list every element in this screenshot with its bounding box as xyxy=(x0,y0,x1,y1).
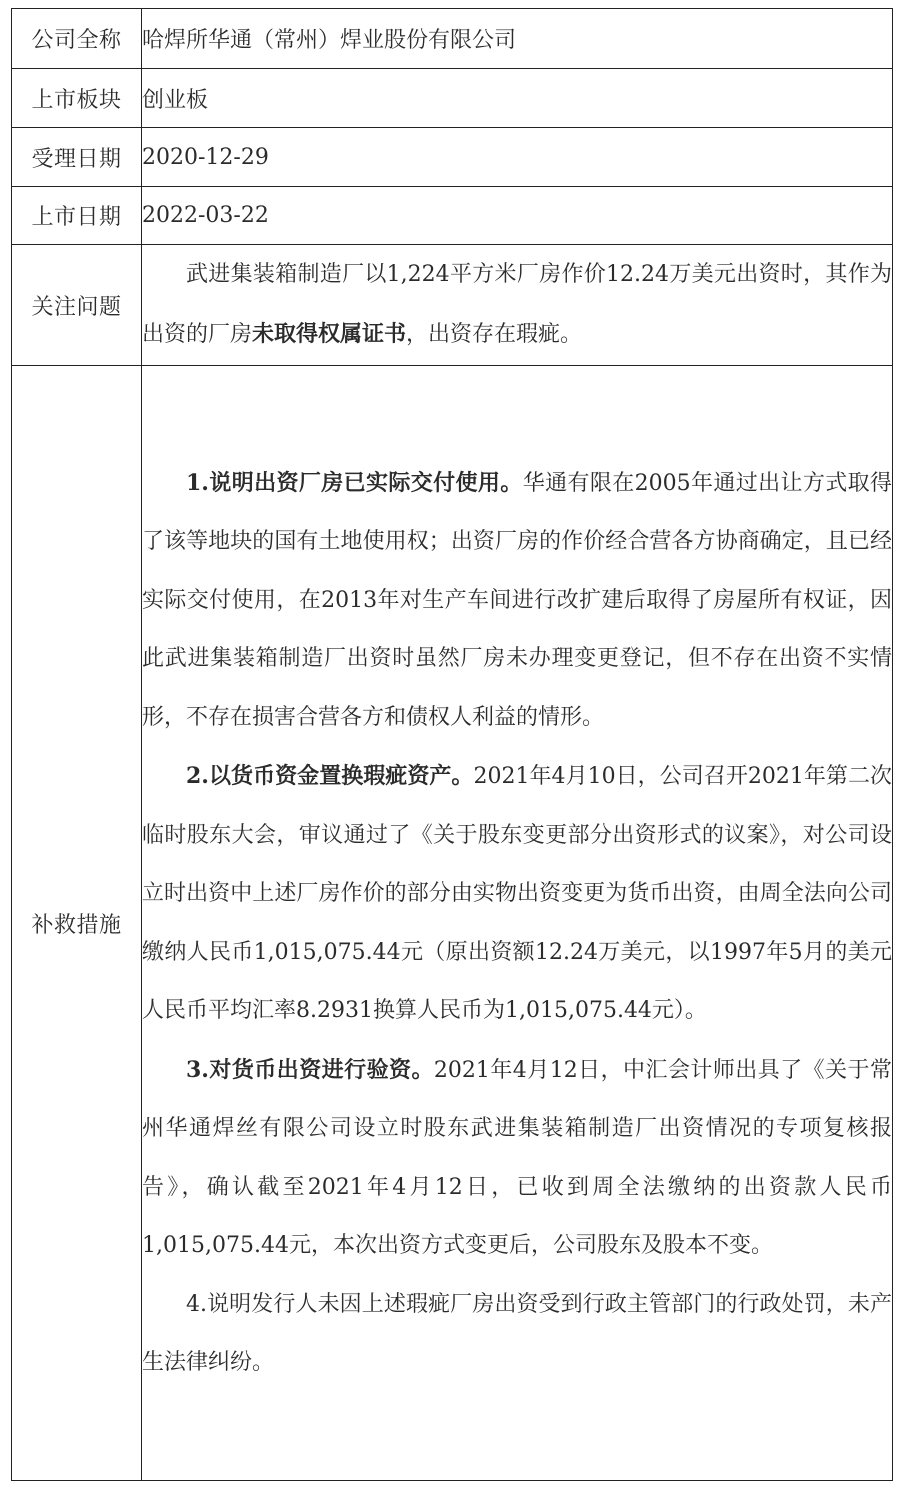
remedy-item-1 xyxy=(142,454,892,748)
row-label-accept-date: 受理日期 xyxy=(12,128,142,187)
concern-text-after: ，出资存在瑕疵。 xyxy=(406,321,583,347)
remedy-item-2-text: 2021年4月10日，公司召开2021年第二次临时股东大会，审议通过了《关于股东变更部分出资形式的议案》，对公司设立时出资中上述厂房作价的部分由实物出资变更为货币出资，由周全法向公司缴纳人民币1,015,075.44元（原出资额12.24万美元，以1997年5月的美元人民币平均汇率8.2931换算人民币为1,015,075.44元）。 xyxy=(142,764,893,1023)
company-name-value: 哈焊所华通（常州）焊业股份有限公司 xyxy=(142,9,893,69)
table-row xyxy=(12,187,893,245)
row-label-board: 上市板块 xyxy=(12,69,142,128)
table-row xyxy=(12,9,893,69)
remedy-item-1-text: 华通有限在2005年通过出让方式取得了该等地块的国有土地使用权；出资厂房的作价经合营各方协商确定，且已经实际交付使用，在2013年对生产车间进行改扩建后取得了房屋所有权证，因此武进集装箱制造厂出资时虽然厂房未办理变更登记，但不存在出资不实情形，不存在损害合营各方和债权人利益的情形。 xyxy=(142,470,893,730)
accept-date-value: 2020-12-29 xyxy=(142,128,893,187)
concern-cell xyxy=(142,245,893,366)
remedy-item-4 xyxy=(142,1276,892,1393)
concern-bold: 未取得权属证书 xyxy=(252,320,407,347)
board-value: 创业板 xyxy=(142,69,893,128)
company-info-table xyxy=(11,8,893,1481)
remedy-item-3-heading: 3.对货币出资进行验资。 xyxy=(186,1056,434,1083)
remedy-cell xyxy=(142,366,893,1481)
row-label-listing-date: 上市日期 xyxy=(12,187,142,245)
row-label-remedy: 补救措施 xyxy=(12,366,142,1481)
listing-date-value: 2022-03-22 xyxy=(142,187,893,245)
row-label-company-name: 公司全称 xyxy=(12,9,142,69)
remedy-item-3 xyxy=(142,1041,892,1276)
remedy-item-1-heading: 1.说明出资厂房已实际交付使用。 xyxy=(186,469,523,496)
table-row xyxy=(12,128,893,187)
table-row xyxy=(12,69,893,128)
table-row xyxy=(12,245,893,366)
remedy-item-2-heading: 2.以货币资金置换瑕疵资产。 xyxy=(186,763,474,789)
table-row xyxy=(12,366,893,1481)
remedy-item-3-text: 2021年4月12日，中汇会计师出具了《关于常州华通焊丝有限公司设立时股东武进集装箱制造厂出资情况的专项复核报告》，确认截至2021年4月12日，已收到周全法缴纳的出资款人民币1,015,075.44元，本次出资方式变更后，公司股东及股本不变。 xyxy=(142,1057,893,1258)
concern-text-before: 武进集装箱制造厂以1,224平方米厂房作价12.24万美元出资时，其作为出资的厂房 xyxy=(142,262,892,347)
concern-paragraph xyxy=(142,246,892,364)
row-label-concern: 关注问题 xyxy=(12,245,142,366)
remedy-item-2 xyxy=(142,747,892,1041)
remedy-item-4-text: 4.说明发行人未因上述瑕疵厂房出资受到行政主管部门的行政处罚，未产生法律纠纷。 xyxy=(142,1291,892,1375)
